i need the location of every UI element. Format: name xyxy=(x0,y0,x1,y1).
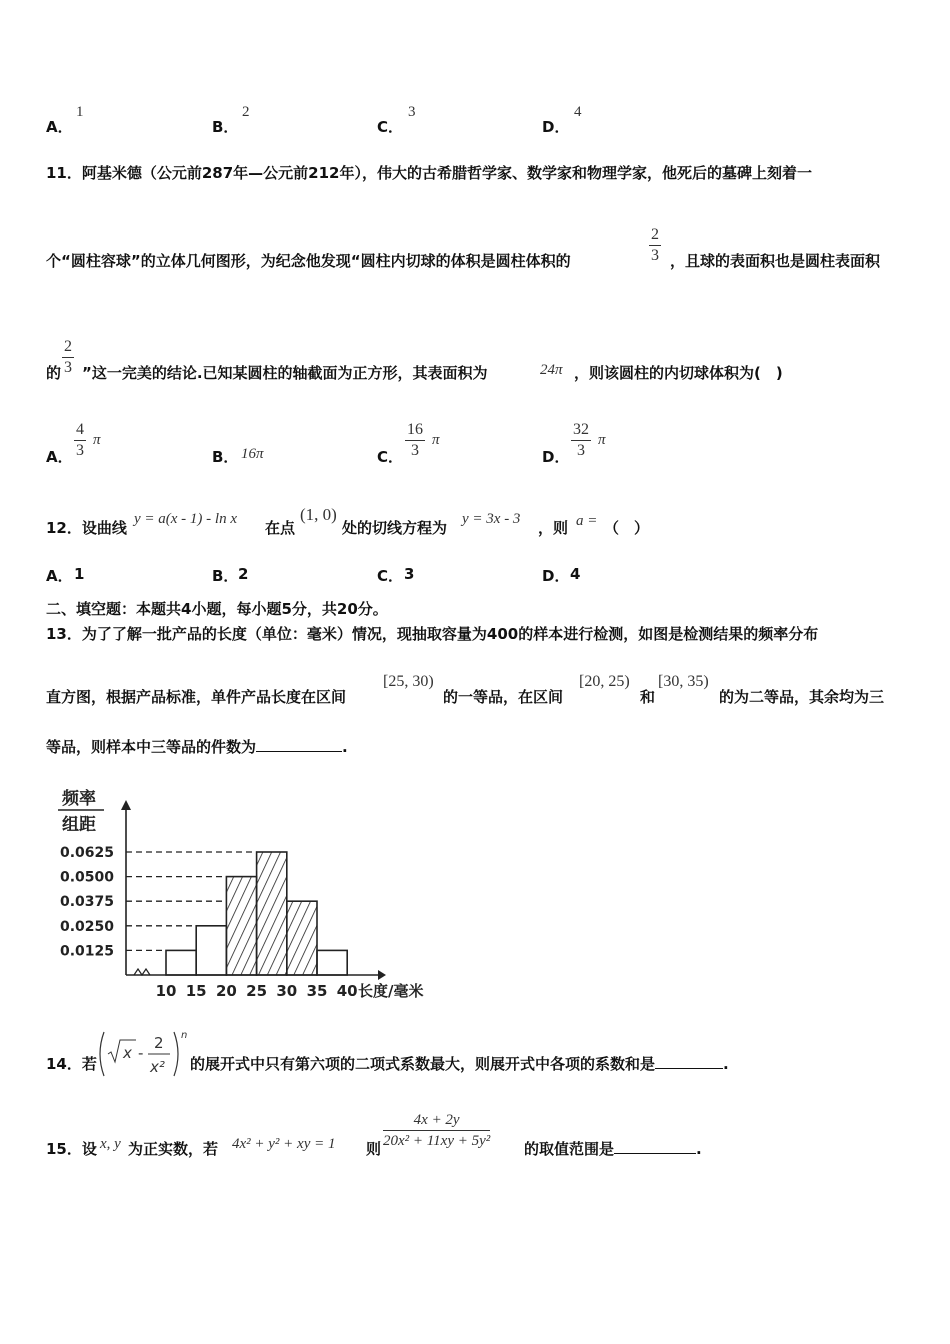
fraction-numerator: 4x + 2y xyxy=(383,1110,490,1131)
x-axis-arrow-icon xyxy=(378,970,386,980)
fraction-denominator: 3 xyxy=(577,442,585,459)
x-tick-label: 40 xyxy=(336,982,358,1000)
q14-sqrt-arg: x xyxy=(123,1044,132,1062)
y-tick-label: 0.0375 xyxy=(59,894,114,911)
q12-var: a = xyxy=(576,513,598,529)
q12-mid3: ，则 xyxy=(538,519,569,537)
q14-numerator: 2 xyxy=(154,1034,164,1052)
q13-interval-3: [30, 35) xyxy=(658,673,709,690)
q10-option-a-value: 1 xyxy=(76,104,84,120)
q10-option-b-letter: B． xyxy=(212,118,239,136)
q11-option-a-fraction xyxy=(74,420,86,461)
histogram-bar xyxy=(166,950,196,975)
q10-option-c-letter: C． xyxy=(377,118,404,136)
q15-fraction xyxy=(383,1110,490,1151)
q11-option-a-letter: A． xyxy=(46,448,73,466)
histogram-bar xyxy=(257,852,287,975)
q10-option-c-value: 3 xyxy=(408,104,416,120)
q13-line2a: 直方图，根据产品标准，单件产品长度在区间 xyxy=(46,688,347,706)
histogram-bar xyxy=(226,877,256,975)
q13-interval-1: [25, 30) xyxy=(383,673,434,690)
q11-line2a: 个“圆柱容球”的立体几何图形，为纪念他发现“圆柱内切球的体积是圆柱体积的 xyxy=(46,252,571,270)
axis-break-icon xyxy=(134,969,150,975)
q13-interval-2: [20, 25) xyxy=(579,673,630,690)
q12-option-b-letter: B． xyxy=(212,567,239,585)
y-tick-label: 0.0250 xyxy=(59,918,114,935)
fraction-denominator: 3 xyxy=(76,442,84,459)
q11-option-b-letter: B． xyxy=(212,448,239,466)
q12-option-a-letter: A． xyxy=(46,567,73,585)
q15-mid2: 则 xyxy=(366,1140,382,1158)
q11-fraction-2-3-b xyxy=(62,337,74,378)
fraction-denominator: 3 xyxy=(64,359,72,376)
q12-curve: y = a(x - 1) - ln x xyxy=(134,511,237,527)
q11-fraction-2-3 xyxy=(649,225,661,266)
fraction-numerator: 16 xyxy=(405,420,425,441)
q10-option-a-letter: A． xyxy=(46,118,73,136)
q12-prefix: 12．设曲线 xyxy=(46,519,127,537)
q13-answer-blank[interactable] xyxy=(256,737,342,752)
q12-option-a-value: 1 xyxy=(74,565,85,583)
q12-option-c-letter: C． xyxy=(377,567,404,585)
x-tick-label: 35 xyxy=(306,982,328,1000)
q11-line3c: ，则该圆柱的内切球体积为( ) xyxy=(574,364,783,382)
fraction-numerator: 32 xyxy=(571,420,591,441)
q11-option-d-fraction xyxy=(571,420,591,461)
q12-mid1: 在点 xyxy=(265,519,296,537)
q14-denominator: x² xyxy=(150,1058,165,1076)
q11-line3a: 的 xyxy=(46,364,62,382)
x-tick-label: 15 xyxy=(185,982,207,1000)
q10-option-d-value: 4 xyxy=(574,104,582,120)
q12-option-d-value: 4 xyxy=(570,565,581,583)
q11-line2b: ，且球的表面积也是圆柱表面积 xyxy=(670,252,881,270)
q10-option-b-value: 2 xyxy=(242,104,250,120)
frequency-histogram xyxy=(40,780,460,1005)
q11-line1: 11．阿基米德（公元前287年—公元前212年），伟大的古希腊哲学家、数学家和物理学家，他死后的墓碑上刻着一 xyxy=(46,164,813,182)
fraction-numerator: 4 xyxy=(74,420,86,441)
q11-line3b: ”这一完美的结论.已知某圆柱的轴截面为正方形，其表面积为 xyxy=(82,364,488,382)
q14-prefix: 14．若 xyxy=(46,1055,97,1073)
q10-option-d-letter: D． xyxy=(542,118,570,136)
q12-option-d-letter: D． xyxy=(542,567,570,585)
q11-option-c-letter: C． xyxy=(377,448,404,466)
q14-text-body: 的展开式中只有第六项的二项式系数最大，则展开式中各项的系数和是 xyxy=(190,1055,656,1073)
q12-mid2: 处的切线方程为 xyxy=(342,519,448,537)
q14-exponent: n xyxy=(181,1030,188,1041)
q13-line2c: 和 xyxy=(640,688,656,706)
q13-line2d: 的为二等品，其余均为三 xyxy=(719,688,885,706)
fraction-denominator: 3 xyxy=(651,247,659,264)
q14-period: . xyxy=(723,1055,729,1073)
fraction-numerator: 2 xyxy=(649,225,661,246)
fraction-denominator: 20x² + 11xy + 5y² xyxy=(383,1133,491,1149)
q11-option-b-value: 16π xyxy=(241,446,264,462)
q11-option-c-pi: π xyxy=(432,432,440,448)
q15-period: . xyxy=(696,1140,702,1158)
q14-minus: - xyxy=(138,1044,144,1062)
q12-point: (1, 0) xyxy=(300,505,337,524)
x-tick-label: 10 xyxy=(155,982,177,1000)
fraction-numerator: 2 xyxy=(62,337,74,358)
q15-text-body: 的取值范围是 xyxy=(524,1140,615,1158)
histogram-bar xyxy=(287,901,317,975)
y-label-bottom: 组距 xyxy=(62,815,96,835)
histogram-bar xyxy=(317,950,347,975)
q14-answer-blank[interactable] xyxy=(655,1054,723,1069)
y-tick-label: 0.0125 xyxy=(59,943,114,960)
q15-text xyxy=(524,1138,702,1159)
q13-line3-text: 等品，则样本中三等品的件数为 xyxy=(46,738,257,756)
y-tick-label: 0.0500 xyxy=(59,869,114,886)
x-tick-label: 25 xyxy=(246,982,268,1000)
q13-line2b: 的一等品，在区间 xyxy=(443,688,564,706)
q13-line3-period: . xyxy=(342,738,348,756)
q11-area: 24π xyxy=(540,362,563,378)
q12-option-c-value: 3 xyxy=(404,565,415,583)
q14-binomial-expression xyxy=(96,1028,188,1080)
q15-answer-blank[interactable] xyxy=(614,1139,696,1154)
q12-tangent: y = 3x - 3 xyxy=(462,511,521,527)
y-axis-arrow-icon xyxy=(121,800,131,810)
q15-mid1: 为正实数，若 xyxy=(128,1140,219,1158)
histogram-bar xyxy=(196,926,226,975)
q15-condition: 4x² + y² + xy = 1 xyxy=(232,1136,336,1152)
q13-line3 xyxy=(46,736,348,757)
q11-option-a-pi: π xyxy=(93,432,101,448)
section-heading-fill-in: 二、填空题：本题共4小题，每小题5分，共20分。 xyxy=(46,600,388,618)
fraction-denominator: 3 xyxy=(411,442,419,459)
q14-text xyxy=(190,1053,729,1074)
right-paren xyxy=(174,1032,178,1076)
q11-option-d-letter: D． xyxy=(542,448,570,466)
x-tick-label: 20 xyxy=(215,982,237,1000)
x-tick-label: 30 xyxy=(276,982,298,1000)
q11-option-d-pi: π xyxy=(598,432,606,448)
y-tick-label: 0.0625 xyxy=(59,845,114,861)
q13-line1: 13．为了了解一批产品的长度（单位：毫米）情况，现抽取容量为400的样本进行检测，如图是检测结果的频率分布 xyxy=(46,625,819,643)
y-label-top: 频率 xyxy=(62,789,96,809)
x-axis-label: 长度/毫米 xyxy=(358,982,424,1000)
q11-option-c-fraction xyxy=(405,420,425,461)
q12-end: （ ） xyxy=(604,519,650,537)
q15-vars: x, y xyxy=(100,1136,121,1152)
q12-option-b-value: 2 xyxy=(238,565,249,583)
left-paren xyxy=(100,1032,104,1076)
q15-prefix: 15．设 xyxy=(46,1140,97,1158)
